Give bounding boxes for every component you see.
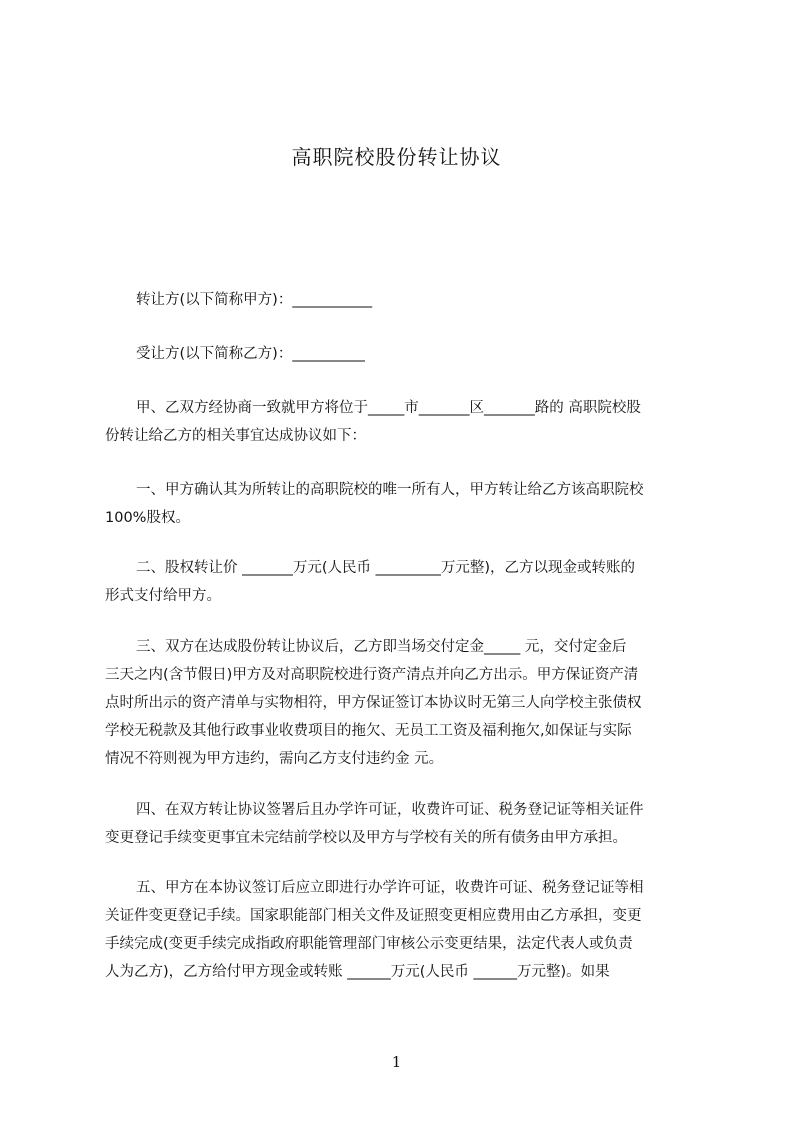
clause-1-line: 一、甲方确认其为所转让的高职院校的唯一所有人，甲方转让给乙方该高职院校 (136, 482, 644, 498)
preamble-line: 份转让给乙方的相关事宜达成协议如下： (105, 428, 366, 444)
clause-2-line: 二、股权转让价 _______万元(人民币 _________万元整)，乙方以现金或转账的 (136, 560, 636, 576)
clause-1-line: 100%股权。 (105, 510, 190, 526)
clause-3-line: 学校无税款及其他行政事业收费项目的拖欠、无员工工资及福利拖欠,如保证与实际 (105, 723, 632, 739)
clause-2-line: 形式支付给甲方。 (105, 588, 221, 604)
clause-5-line: 手续完成(变更手续完成指政府职能管理部门审核公示变更结果，法定代表人或负责 (105, 936, 633, 952)
transferor-blank: ___________ (292, 292, 373, 308)
transferee-line (136, 339, 705, 370)
clause-5-line: 人为乙方)，乙方给付甲方现金或转账 ______万元(人民币 ______万元整)。如果 (105, 964, 610, 980)
clause-4-line: 变更登记手续变更事宜未完结前学校以及甲方与学校有关的所有债务由甲方承担。 (105, 830, 627, 846)
transferor-line (136, 285, 705, 316)
clause-3-line: 情况不符则视为甲方违约，需向乙方支付违约金 元。 (105, 751, 444, 767)
preamble-line: 甲、乙双方经协商一致就甲方将位于_____市_______区_______路的 高职院校股 (136, 400, 641, 416)
clause-3-line: 三天之内(含节假日)甲方及对高职院校进行资产清点并向乙方出示。甲方保证资产清 (105, 667, 639, 683)
page-number: 1 (391, 1053, 402, 1071)
clause-3-line: 点时所出示的资产清单与实物相符，甲方保证签订本协议时无第三人向学校主张债权 (105, 695, 642, 711)
transferee-blank: __________ (292, 346, 365, 362)
transferee-label: 受让方(以下简称乙方)： (136, 346, 293, 362)
document-title: 高职院校股份转让协议 (291, 145, 502, 169)
clause-5-line: 五、甲方在本协议签订后应立即进行办学许可证，收费许可证、税务登记证等相 (136, 880, 644, 896)
clause-4-line: 四、在双方转让协议签署后且办学许可证，收费许可证、税务登记证等相关证件 (136, 802, 644, 818)
transferor-label: 转让方(以下简称甲方)： (136, 292, 293, 308)
clause-3-line: 三、双方在达成股份转让协议后，乙方即当场交付定金_____ 元，交付定金后 (136, 639, 627, 655)
clause-5-line: 关证件变更登记手续。国家职能部门相关文件及证照变更相应费用由乙方承担，变更 (105, 908, 642, 924)
